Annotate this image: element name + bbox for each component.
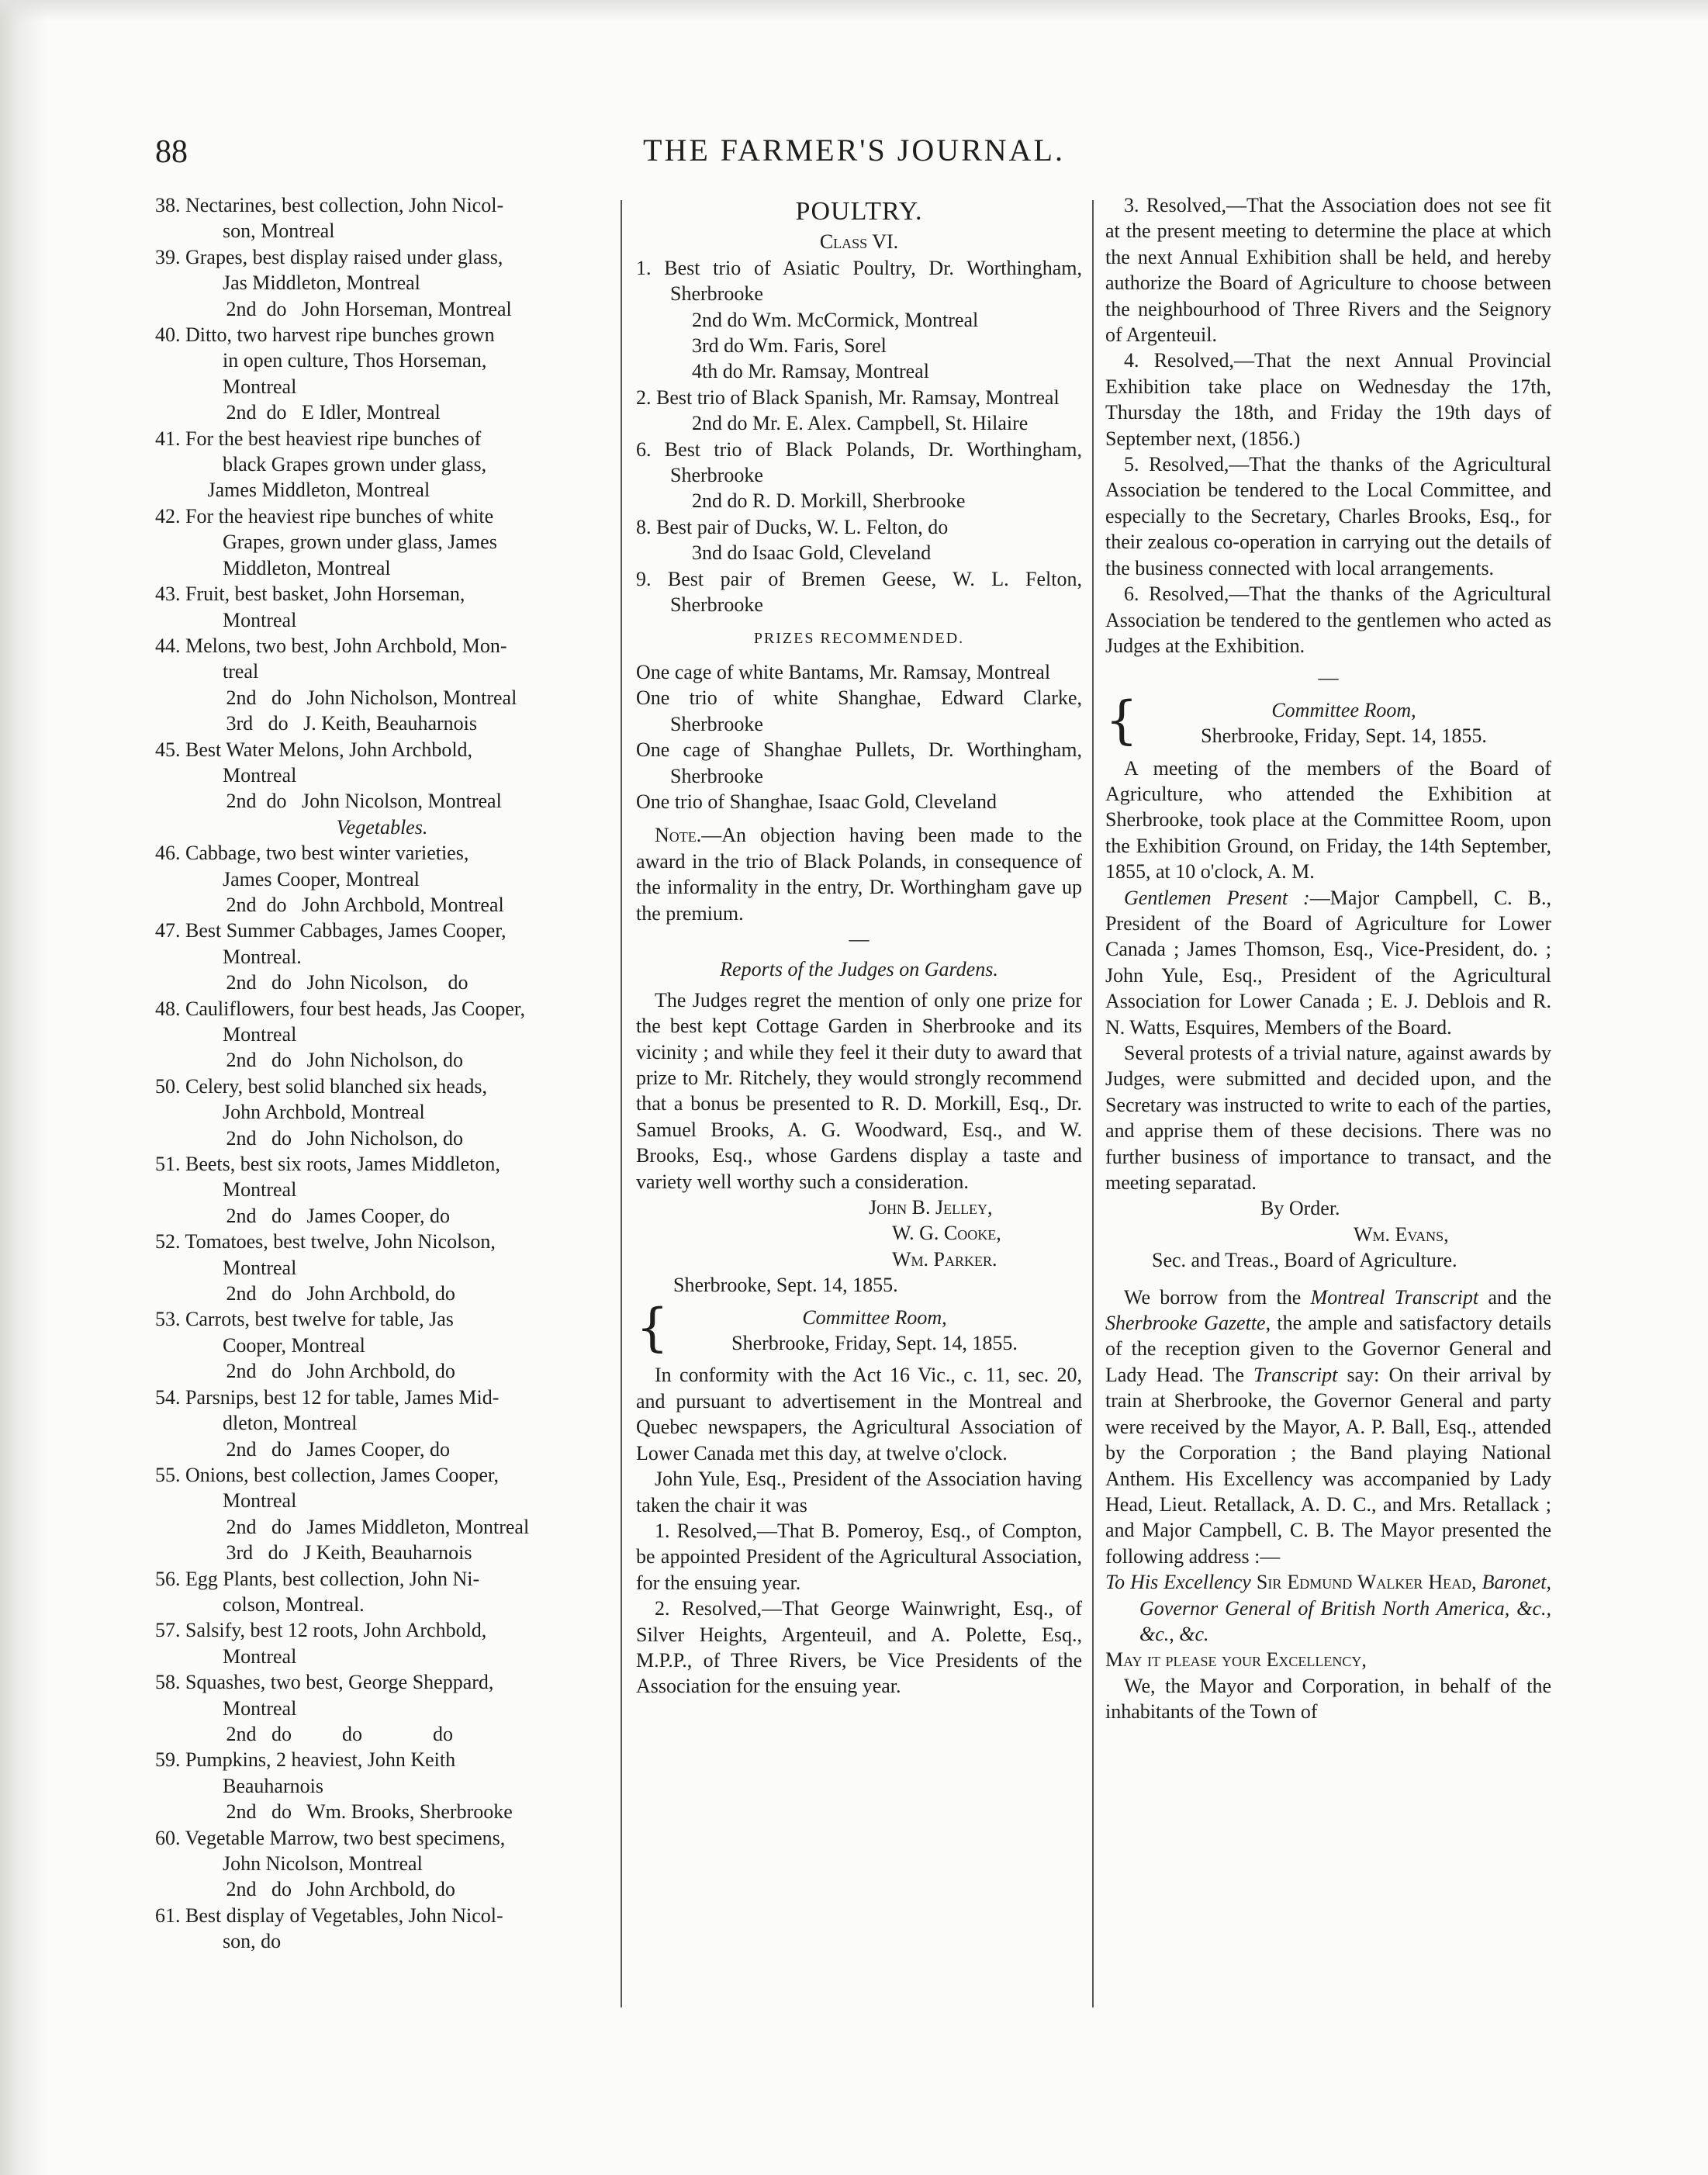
poultry-entry: 2. Best trio of Black Spanish, Mr. Ramsay, Montreal <box>636 386 1060 409</box>
prize-entry: 57. Salsify, best 12 roots, John Archbold, Montreal <box>155 1619 487 1668</box>
class-heading: Class VI. <box>819 230 899 254</box>
column-divider-right <box>1092 200 1094 2007</box>
prize-entry: 42. For the heaviest ripe bunches of white Grapes, grown under glass, James Middleton, Montreal <box>155 504 497 579</box>
note-text: —An objection having been made to the award in the trio of Black Polands, in consequence of the informality in the entry, Dr. Worthingham gave up the premium. <box>636 824 1082 925</box>
recommended-prize: One trio of white Shanghae, Edward Clarke, Sherbrooke <box>636 686 1082 735</box>
present-text: —Major Campbell, C. B., President of the Board of Agriculture for Lower Canada ; James Thomson, Esq., Vice-President, do. ; John Yule, Esq., President of the Agricultural Association for Lower Canada ; E. J. Deblois and R. N. Watts, Esquires, Members of the Board. <box>1105 886 1551 1039</box>
journal-title: THE FARMER'S JOURNAL. <box>643 133 1065 168</box>
reception-paragraph: We borrow from the Montreal Transcript and the Sherbrooke Gazette, the ample and satisfactory details of the reception given to the Governor General and Lady Head. The Transcript say: On their arrival by train at Sherbrooke, the Governor General and party were received by the Mayor, A. P. Ball, Esq., attended by the Corporation ; the Band playing National Anthem. His Excellency was accompanied by Lady Head, Lieut. Retallack, A. D. C., and Mrs. Retallack ; and Major Campbell, C. B. The Mayor presented the following address :— <box>1105 1285 1551 1568</box>
prize-entry: 52. Tomatoes, best twelve, John Nicolson, Montreal <box>155 1230 496 1279</box>
prize-entry: 59. Pumpkins, 2 heaviest, John Keith Beauharnois <box>155 1748 456 1797</box>
resolution-4: 4. Resolved,—That the next Annual Provincial Exhibition take place on Wednesday the 17th, Thursday the 18th, and Friday the 19th days of September next, (1856.) <box>1105 349 1551 450</box>
prize-runner-up-line: 2nd do John Horseman, Montreal <box>211 297 512 320</box>
prizes-list <box>636 659 1082 814</box>
poultry-heading: POULTRY. <box>795 197 923 226</box>
prize-entry: 38. Nectarines, best collection, John Nicol- son, Montreal <box>155 194 504 243</box>
poultry-entry: 6. Best trio of Black Polands, Dr. Worthingham, Sherbrooke <box>636 437 1082 487</box>
reports-heading: Reports of the Judges on Gardens. <box>720 958 998 981</box>
gentlemen-present-paragraph <box>1105 885 1551 1040</box>
poultry-runner-up-line: 2nd do Wm. McCormick, Montreal <box>692 308 979 331</box>
poultry-runner-up-line: 4th do Mr. Ramsay, Montreal <box>692 360 929 383</box>
signature-2: W. G. Cooke, <box>892 1222 1001 1245</box>
committee-room-header <box>1105 690 1551 750</box>
minutes-paragraph-2: John Yule, Esq., President of the Association having taken the chair it was <box>636 1468 1082 1516</box>
scan-shadow-left <box>0 0 47 2175</box>
committee-room-label: Committee Room, <box>1271 698 1416 721</box>
prize-entry: 41. For the best heaviest ripe bunches of black Grapes grown under glass, James Middleton, Montreal <box>155 427 487 502</box>
prize-entry: 40. Ditto, two harvest ripe bunches grown in open culture, Thos Horseman, Montreal <box>155 323 495 398</box>
prize-entry: 51. Beets, best six roots, James Middleton, Montreal <box>155 1153 500 1202</box>
committee-room-header <box>636 1297 1082 1357</box>
address-heading: To His Excellency Sir Edmund Walker Head, Baronet, Governor General of British North America, &c., &c., &c. <box>1105 1571 1551 1645</box>
prize-entry: 47. Best Summer Cabbages, James Cooper, Montreal. <box>155 919 507 968</box>
poultry-entry: 1. Best trio of Asiatic Poultry, Dr. Worthingham, Sherbrooke <box>636 256 1082 306</box>
prize-entry: 50. Celery, best solid blanched six heads, John Archbold, Montreal <box>155 1074 487 1124</box>
transcript-short: Transcript <box>1253 1363 1338 1386</box>
recommended-prize: One cage of Shanghae Pullets, Dr. Worthingham, Sherbrooke <box>636 738 1082 787</box>
signature-1: John B. Jelley, <box>869 1196 993 1219</box>
present-label: Gentlemen Present : <box>1124 886 1310 909</box>
prize-runner-up-line: 3rd do J. Keith, Beauharnois <box>211 712 478 735</box>
prize-runner-up-line: 2nd do John Nicholson, Montreal <box>211 686 517 709</box>
resolution-2: 2. Resolved,—That George Wainwright, Esq., of Silver Heights, Argenteuil, and A. Polette, Esq., M.P.P., of Three Rivers, be Vice Presidents of the Association for the ensuing year. <box>636 1597 1082 1698</box>
reports-paragraph: The Judges regret the mention of only one prize for the best kept Cottage Garden in Sherbrooke and its vicinity ; and while they feel it their duty to award that prize to Mr. Ritchely, they would strongly recommend that a bonus be presented to R. D. Morkill, Esq., Dr. Samuel Brooks, A. G. Woodward, Esq., and W. Brooks, Esq., whose Gardens display a taste and variety well worthy such a consideration. <box>636 988 1082 1193</box>
prize-runner-up-line: 2nd do James Middleton, Montreal <box>211 1515 530 1538</box>
meeting-paragraph: A meeting of the members of the Board of Agriculture, who attended the Exhibition at Sherbrooke, took place at the Committee Room, upon the Exhibition Ground, on Friday, the 14th September, 1855, at 10 o'clock, A. M. <box>1105 756 1551 883</box>
column-divider-left <box>621 200 622 2007</box>
brace-icon: { <box>636 1297 669 1357</box>
signature-3: Wm. Parker. <box>892 1247 997 1271</box>
column-left <box>155 192 609 1955</box>
brace-icon: { <box>1105 690 1138 750</box>
resolution-5: 5. Resolved,—That the thanks of the Agricultural Association be tendered to the Local Committee, and especially to the Secretary, Charles Brooks, Esq., for their zealous co-operation in carrying out the details of the business connected with local arrangements. <box>1105 453 1551 579</box>
prize-runner-up-line: 2nd do John Nicolson, do <box>211 971 468 994</box>
protests-paragraph: Several protests of a trivial nature, against awards by Judges, were submitted and decided upon, and the Secretary was instructed to write to each of the parties, and apprise them of these decisions. There was no further business of importance to transact, and the meeting separatad. <box>1105 1042 1551 1195</box>
note-paragraph <box>636 822 1082 926</box>
divider-dash: — <box>849 927 870 950</box>
column-right <box>1105 192 1551 1725</box>
recommended-prize: One trio of Shanghae, Isaac Gold, Cleveland <box>636 790 997 813</box>
resolution-3: 3. Resolved,—That the Association does not see fit at the present meeting to determine the place at which the next Annual Exhibition shall be held, and hereby authorize the Board of Agriculture to choose between the neighbourhood of Three Rivers and the Seignory of Argenteuil. <box>1105 194 1551 347</box>
prize-entry: 58. Squashes, two best, George Sheppard, Montreal <box>155 1671 494 1720</box>
poultry-entries-list <box>636 255 1082 618</box>
recommended-prize: One cage of white Bantams, Mr. Ramsay, Montreal <box>636 660 1051 683</box>
signature-place-date: Sherbrooke, Sept. 14, 1855. <box>673 1274 898 1297</box>
by-order: By Order. <box>1260 1197 1340 1220</box>
closing-paragraph: We, the Mayor and Corporation, in behalf of the inhabitants of the Town of <box>1105 1674 1551 1724</box>
scan-shadow-top <box>0 0 1708 22</box>
resolution-6: 6. Resolved,—That the thanks of the Agricultural Association be tendered to the gentlemen who acted as Judges at the Exhibition. <box>1105 583 1551 657</box>
prize-entry: 54. Parsnips, best 12 for table, James Mid- dleton, Montreal <box>155 1385 500 1435</box>
committee-room-date: Sherbrooke, Friday, Sept. 14, 1855. <box>1201 724 1487 748</box>
prize-runner-up-line: 2nd do John Nicholson, do <box>211 1049 463 1072</box>
prize-entry: 45. Best Water Melons, John Archbold, Montreal <box>155 738 473 787</box>
prize-runner-up-line: 2nd do John Archbold, do <box>211 1360 455 1383</box>
prize-runner-up-line: 2nd do James Cooper, do <box>211 1204 451 1227</box>
prize-entry: 53. Carrots, best twelve for table, Jas Cooper, Montreal <box>155 1308 454 1357</box>
prize-runner-up-line: 3rd do J Keith, Beauharnois <box>211 1541 472 1565</box>
vegetable-entries-list <box>155 840 609 1954</box>
poultry-runner-up-line: 3rd do Wm. Faris, Sorel <box>692 334 887 358</box>
vegetables-heading: Vegetables. <box>336 815 428 839</box>
prize-runner-up-line: 2nd do James Cooper, do <box>211 1437 451 1461</box>
gazette-name: Sherbrooke Gazette <box>1105 1312 1266 1335</box>
salutation: May it please your Excellency, <box>1105 1648 1367 1672</box>
prizes-heading: PRIZES RECOMMENDED. <box>753 629 965 647</box>
prize-entry: 46. Cabbage, two best winter varieties, James Cooper, Montreal <box>155 842 469 890</box>
prize-runner-up-line: 2nd do John Nicolson, Montreal <box>211 790 502 813</box>
prize-runner-up-line: 2nd do Wm. Brooks, Sherbrooke <box>211 1800 513 1824</box>
prize-entry: 60. Vegetable Marrow, two best specimens, John Nicolson, Montreal <box>155 1826 506 1875</box>
committee-room-label: Committee Room, <box>802 1305 947 1329</box>
prize-entry: 43. Fruit, best basket, John Horseman, Montreal <box>155 583 465 631</box>
minutes-paragraph-1: In conformity with the Act 16 Vic., c. 11, sec. 20, and pursuant to advertisement in the Montreal and Quebec newspapers, the Agricultural Association of Lower Canada met this day, at twelve o'clock. <box>636 1364 1082 1464</box>
prize-runner-up-line: 2nd do do do <box>211 1722 453 1745</box>
prize-runner-up-line: 2nd do E Idler, Montreal <box>211 401 441 424</box>
poultry-runner-up-line: 2nd do Mr. E. Alex. Campbell, St. Hilaire <box>692 412 1029 435</box>
poultry-entry: 8. Best pair of Ducks, W. L. Felton, do <box>636 515 949 538</box>
prize-runner-up-line: 2nd do John Archbold, do <box>211 1282 455 1305</box>
prize-entry: 44. Melons, two best, John Archbold, Mon- treal <box>155 634 507 683</box>
prize-entry: 61. Best display of Vegetables, John Nicol- son, do <box>155 1904 503 1953</box>
poultry-runner-up-line: 2nd do R. D. Morkill, Sherbrooke <box>692 489 966 513</box>
divider-dash: — <box>1318 666 1339 690</box>
signer-name: Wm. Evans, <box>1354 1222 1449 1246</box>
prize-entry: 48. Cauliflowers, four best heads, Jas Cooper, Montreal <box>155 997 525 1046</box>
prize-runner-up-line: 2nd do John Archbold, do <box>211 1878 455 1901</box>
page-number: 88 <box>155 134 188 170</box>
fruit-entries-list <box>155 192 609 814</box>
prize-runner-up-line: 2nd do John Archbold, Montreal <box>211 893 504 916</box>
transcript-name: Montreal Transcript <box>1310 1285 1479 1309</box>
poultry-runner-up-line: 3nd do Isaac Gold, Cleveland <box>692 541 932 565</box>
prize-entry: 39. Grapes, best display raised under glass, Jas Middleton, Montreal <box>155 245 503 295</box>
signer-title: Sec. and Treas., Board of Agriculture. <box>1152 1249 1457 1272</box>
resolution-1: 1. Resolved,—That B. Pomeroy, Esq., of Compton, be appointed President of the Agricultural Association, for the ensuing year. <box>636 1519 1082 1594</box>
note-label: Note. <box>655 824 702 847</box>
committee-room-date: Sherbrooke, Friday, Sept. 14, 1855. <box>731 1332 1018 1355</box>
prize-entry: 56. Egg Plants, best collection, John Ni- colson, Montreal. <box>155 1567 480 1616</box>
column-middle <box>636 192 1082 1700</box>
prize-entry: 55. Onions, best collection, James Cooper, Montreal <box>155 1463 500 1513</box>
prize-runner-up-line: 2nd do John Nicholson, do <box>211 1126 463 1150</box>
poultry-entry: 9. Best pair of Bremen Geese, W. L. Felton, Sherbrooke <box>636 567 1082 617</box>
